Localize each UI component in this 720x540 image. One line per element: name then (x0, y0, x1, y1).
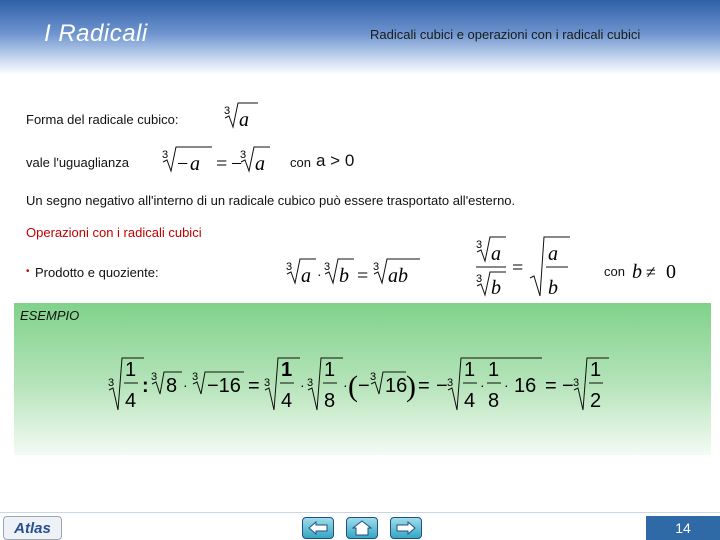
svg-text:3: 3 (240, 149, 247, 161)
svg-text:=: = (545, 375, 557, 397)
svg-text:·: · (480, 377, 485, 393)
bullet-icon: • (26, 266, 30, 277)
svg-text:3: 3 (370, 371, 377, 383)
home-button[interactable] (346, 517, 378, 539)
svg-text:a: a (548, 243, 558, 265)
back-arrow-icon (308, 521, 328, 535)
condition-b-nonzero (632, 256, 688, 286)
operations-heading: Operazioni con i radicali cubici (26, 225, 202, 240)
svg-text:=: = (357, 265, 369, 286)
quotient-formula (474, 234, 574, 300)
page-title: I Radicali (44, 20, 148, 47)
negative-sign-note: Un segno negativo all'interno di un radicale cubico può essere trasportato all'esterno. (26, 193, 516, 208)
svg-text:3: 3 (192, 371, 199, 383)
svg-text:1: 1 (464, 359, 476, 381)
svg-text:3: 3 (286, 261, 293, 273)
footer-divider (0, 512, 720, 513)
svg-text:2: 2 (590, 390, 602, 412)
svg-text:4: 4 (281, 390, 293, 412)
svg-text:3: 3 (224, 105, 231, 117)
svg-text:−: − (436, 375, 448, 397)
svg-text:b: b (339, 265, 349, 286)
svg-text:a: a (239, 109, 249, 130)
negative-cube-root-equality (160, 144, 272, 174)
con-label: con (290, 155, 311, 170)
svg-text:−: − (177, 153, 189, 174)
atlas-logo (3, 516, 62, 540)
svg-text:1: 1 (324, 359, 336, 381)
svg-text:−: − (562, 375, 574, 397)
svg-text:1: 1 (590, 359, 602, 381)
con-b-label: con (604, 264, 625, 279)
example-expression (104, 352, 614, 414)
svg-text:b: b (632, 261, 642, 283)
svg-text:a: a (491, 243, 501, 265)
svg-text:8: 8 (488, 390, 500, 412)
svg-text:0: 0 (666, 261, 676, 283)
page-number: 14 (646, 516, 720, 540)
svg-text:8: 8 (324, 390, 336, 412)
svg-text:3: 3 (324, 261, 331, 273)
svg-text:16: 16 (385, 375, 408, 397)
svg-text:a: a (255, 153, 265, 174)
forward-button[interactable] (390, 517, 422, 539)
svg-text:3: 3 (162, 149, 169, 161)
svg-text:≠: ≠ (646, 262, 656, 282)
svg-text:4: 4 (464, 390, 476, 412)
svg-text:=: = (512, 257, 524, 279)
svg-text:=: = (418, 375, 430, 397)
svg-text:3: 3 (307, 377, 314, 389)
svg-text:ab: ab (388, 265, 408, 286)
svg-text:b: b (491, 277, 501, 299)
svg-text:3: 3 (151, 371, 158, 383)
svg-text:3: 3 (447, 377, 454, 389)
cube-root-a-formula (222, 100, 262, 130)
svg-text:−: − (358, 375, 370, 397)
svg-text:·: · (317, 269, 322, 284)
svg-text:−: − (231, 153, 243, 174)
svg-text:3: 3 (573, 377, 580, 389)
product-quotient-label: Prodotto e quoziente: (35, 265, 159, 280)
svg-text:a: a (190, 153, 200, 174)
svg-text::: : (142, 375, 149, 397)
atlas-logo-text: Atlas (14, 519, 51, 537)
svg-text:·: · (300, 377, 305, 393)
condition-a-positive: a > 0 (316, 151, 355, 170)
svg-text:·: · (343, 377, 348, 393)
svg-text:a: a (301, 265, 311, 286)
svg-text:4: 4 (125, 390, 137, 412)
uguaglianza-label: vale l'uguaglianza (26, 155, 129, 170)
home-icon (352, 520, 372, 536)
svg-text:1: 1 (281, 359, 293, 381)
svg-text:8: 8 (166, 375, 178, 397)
svg-text:3: 3 (108, 377, 115, 389)
forma-label: Forma del radicale cubico: (26, 112, 179, 127)
svg-text:−16: −16 (207, 375, 241, 397)
forward-arrow-icon (396, 521, 416, 535)
svg-text:·: · (504, 377, 509, 393)
svg-text:(: ( (348, 370, 358, 403)
svg-text:b: b (548, 277, 558, 299)
svg-text:3: 3 (476, 273, 483, 285)
svg-text:1: 1 (488, 359, 500, 381)
svg-text:): ) (406, 370, 416, 403)
svg-text:1: 1 (125, 359, 137, 381)
svg-text:=: = (216, 153, 228, 174)
back-button[interactable] (302, 517, 334, 539)
product-formula (284, 256, 424, 286)
svg-text:3: 3 (373, 261, 380, 273)
svg-text:=: = (248, 375, 260, 397)
svg-text:3: 3 (264, 377, 271, 389)
svg-text:3: 3 (476, 239, 483, 251)
page-subtitle: Radicali cubici e operazioni con i radicali cubici (370, 27, 641, 42)
example-label: ESEMPIO (20, 308, 80, 323)
svg-text:16: 16 (514, 375, 537, 397)
svg-text:·: · (183, 377, 188, 393)
